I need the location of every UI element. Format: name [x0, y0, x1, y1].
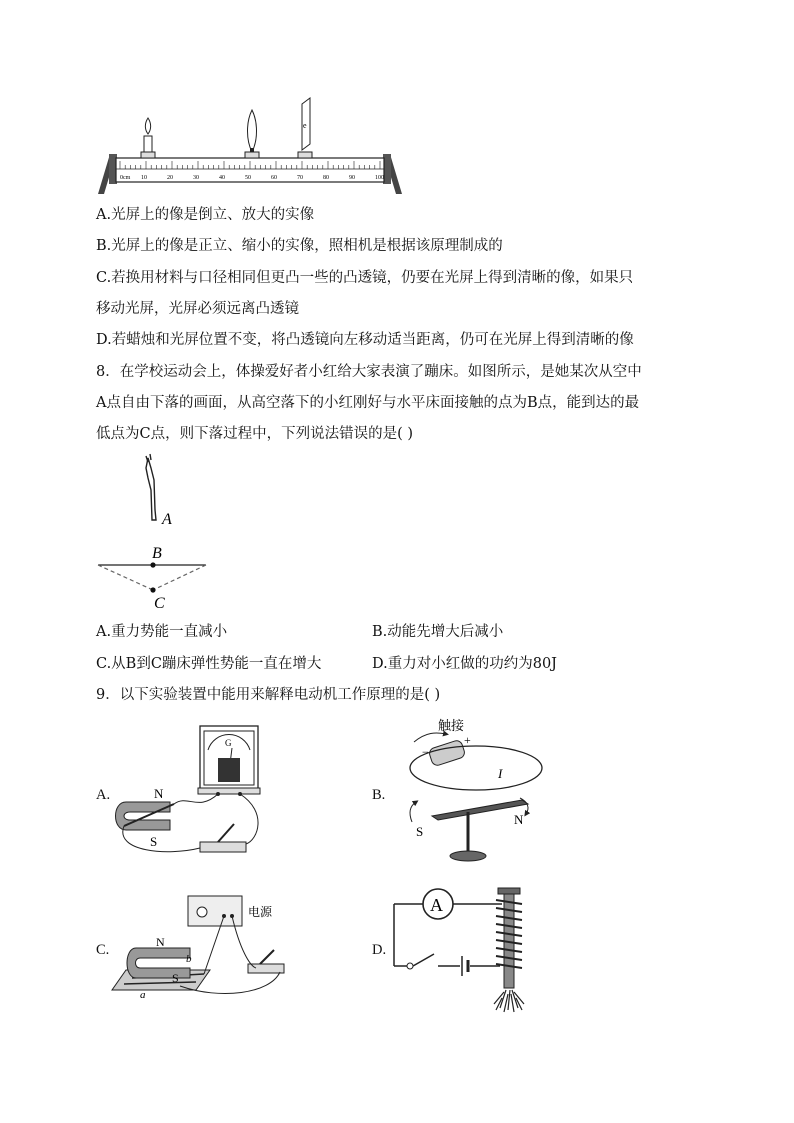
- q9-stem: 9．以下实验装置中能用来解释电动机工作原理的是( ): [96, 687, 441, 703]
- ruler-tick-label: 100: [375, 175, 384, 181]
- switch: [407, 954, 434, 969]
- battery: [428, 739, 466, 767]
- svg-text:S: S: [172, 971, 179, 985]
- svg-text:−: −: [422, 745, 429, 759]
- svg-text:N: N: [514, 812, 524, 827]
- svg-text:A: A: [430, 895, 443, 915]
- ruler-tick-label: 20: [167, 175, 173, 181]
- q9-label-c: C.: [96, 942, 110, 958]
- q9-figure-a: [108, 722, 270, 862]
- svg-text:电源: 电源: [248, 905, 273, 919]
- galvanometer: [198, 726, 260, 796]
- q7-option-d: D.若蜡烛和光屏位置不变，将凸透镜向左移动适当距离，仍可在光屏上得到清晰的像: [96, 332, 634, 348]
- q8-option-a: A.重力势能一直减小: [96, 624, 228, 640]
- convex-lens: [245, 110, 259, 158]
- point-c-label: C: [154, 595, 165, 612]
- u-magnet: [116, 802, 175, 830]
- q7-option-c-cont: 移动光屏，光屏必须远离凸透镜: [96, 301, 299, 317]
- ruler-tick-label: 70: [297, 175, 303, 181]
- svg-text:G: G: [225, 738, 232, 748]
- q9-figure-d: [392, 886, 542, 1016]
- ruler-tick-label: 50: [245, 175, 251, 181]
- point-a-label: A: [162, 511, 172, 528]
- light-screen: [298, 98, 312, 158]
- q8-option-c: C.从B到C蹦床弹性势能一直在增大: [96, 656, 322, 672]
- svg-text:I: I: [498, 766, 503, 781]
- power-supply: [188, 896, 242, 926]
- q9-label-b: B.: [372, 787, 386, 803]
- q8-stem-line1: 8．在学校运动会上，体操爱好者小红给大家表演了蹦床。如图所示，是她某次从空中: [96, 364, 642, 380]
- q8-option-d: D.重力对小红做的功约为80J: [372, 656, 557, 672]
- svg-text:b: b: [186, 953, 192, 965]
- q9-label-d: D.: [372, 942, 387, 958]
- candle: [141, 118, 155, 158]
- trampoline-figure: [96, 450, 216, 615]
- ruler-tick-label: 10: [141, 175, 147, 181]
- q7-option-c: C.若换用材料与口径相同但更凸一些的凸透镜，仍要在光屏上得到清晰的像，如果只: [96, 270, 634, 286]
- switch: [200, 824, 246, 852]
- ruler-tick-label: 60: [271, 175, 277, 181]
- q7-option-a: A.光屏上的像是倒立、放大的实像: [96, 207, 315, 223]
- q8-stem-line3: 低点为C点，则下落过程中，下列说法错误的是( ): [96, 426, 414, 442]
- q7-option-b: B.光屏上的像是正立、缩小的实像，照相机是根据该原理制成的: [96, 238, 503, 254]
- switch: [248, 950, 284, 973]
- optical-bench-figure: [96, 96, 406, 200]
- svg-text:触接: 触接: [438, 718, 465, 733]
- iron-filings: [494, 990, 524, 1012]
- q8-stem-line2: A点自由下落的画面，从高空落下的小红刚好与水平床面接触的点为B点，能到达的最: [96, 395, 640, 411]
- electromagnet: [496, 888, 522, 988]
- gymnast: [146, 454, 156, 520]
- ruler-tick-label: 40: [219, 175, 225, 181]
- battery: [462, 956, 468, 976]
- ruler-tick-label: 80: [323, 175, 329, 181]
- svg-text:e: e: [303, 121, 307, 130]
- q9-label-a: A.: [96, 787, 111, 803]
- u-magnet: [127, 948, 190, 978]
- ruler-tick-label: 0cm: [120, 175, 131, 181]
- q8-option-b: B.动能先增大后减小: [372, 624, 504, 640]
- svg-text:a: a: [140, 989, 146, 1001]
- q9-figure-c: [110, 890, 290, 1002]
- svg-text:N: N: [156, 935, 165, 949]
- q9-figure-b: [396, 712, 566, 872]
- point-b-label: B: [152, 545, 162, 562]
- svg-text:S: S: [416, 824, 424, 839]
- svg-text:N: N: [154, 786, 164, 801]
- svg-text:S: S: [150, 834, 158, 849]
- ruler-tick-label: 90: [349, 175, 355, 181]
- ammeter: [423, 889, 453, 919]
- ruler-tick-label: 30: [193, 175, 199, 181]
- magnet-needle: [432, 800, 528, 861]
- svg-text:+: +: [464, 733, 471, 747]
